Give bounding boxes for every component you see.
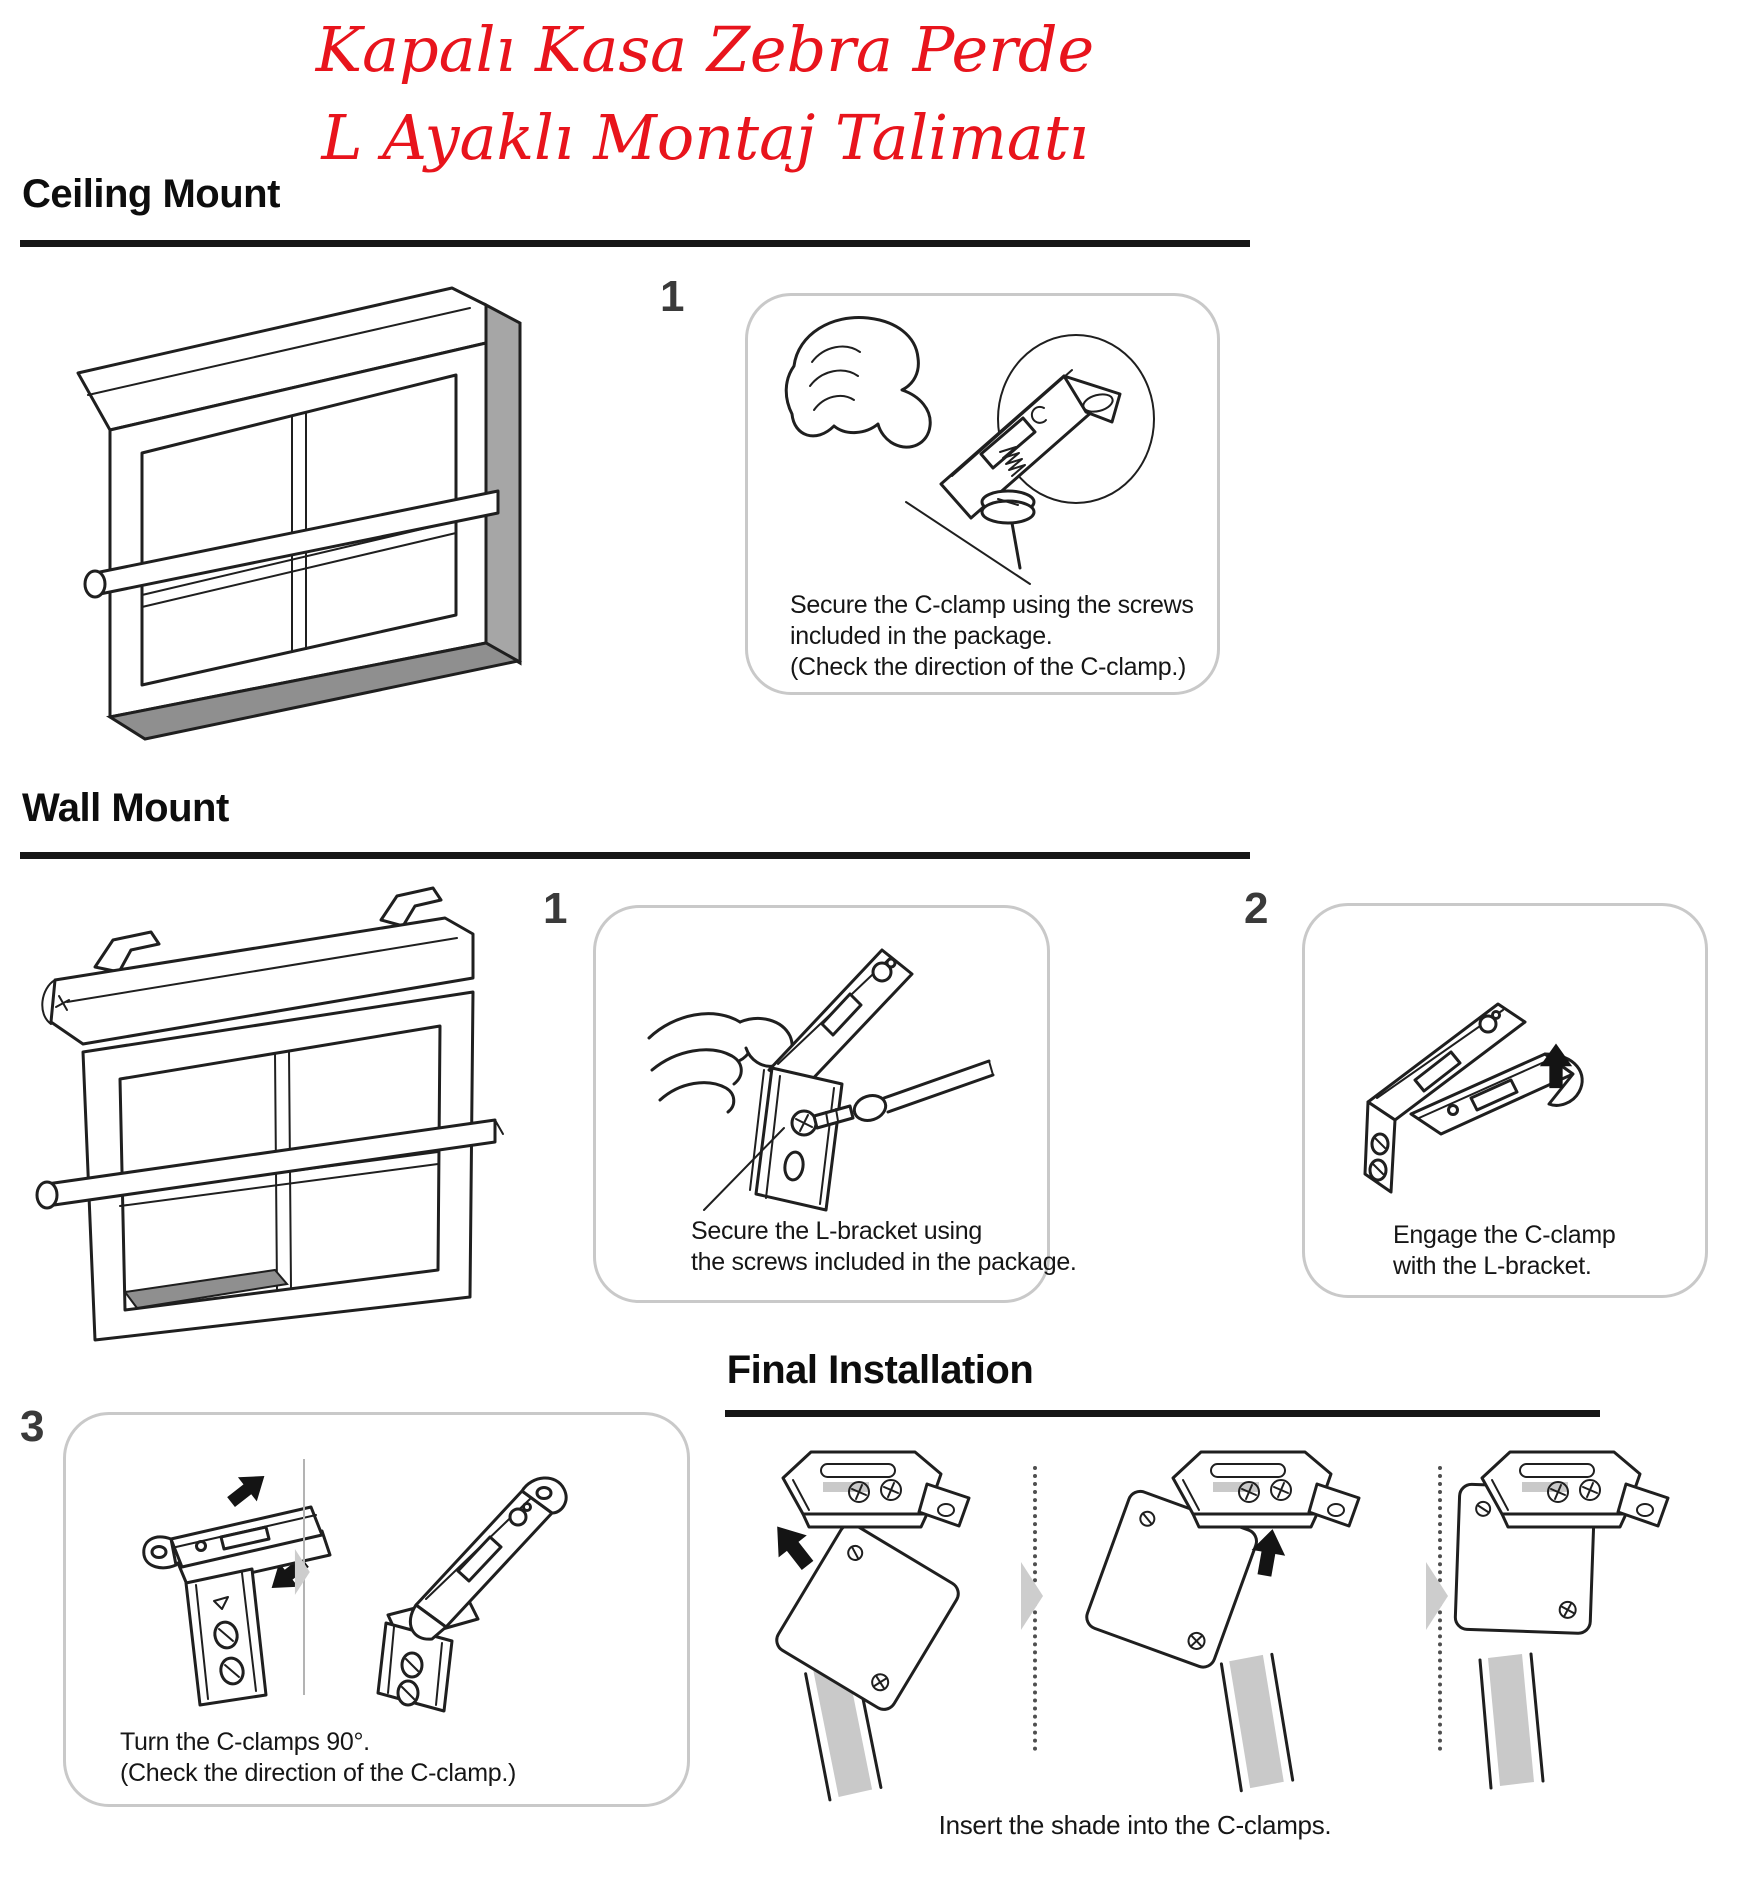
section-rule-ceiling — [20, 240, 1250, 247]
insert-shade-stage1-illustration — [655, 1438, 1035, 1798]
final-caption: Insert the shade into the C-clamps. — [938, 1810, 1332, 1840]
rotate-arrow-icon — [222, 1464, 274, 1514]
turn-c-clamp-after-illustration — [346, 1455, 576, 1715]
c-clamp-icon — [1482, 1452, 1668, 1527]
wall-return — [486, 305, 520, 663]
caption-line: Engage the C-clamp — [1393, 1221, 1616, 1249]
wall-window-illustration — [25, 872, 570, 1352]
caption-line: included in the package. — [790, 622, 1053, 650]
secure-c-clamp-illustration — [776, 304, 1186, 589]
caption-line: (Check the direction of the C-clamp.) — [120, 1759, 517, 1787]
wall-step1-box — [593, 905, 1077, 1303]
next-chevron-icon — [1426, 1562, 1448, 1630]
ceiling-step1-caption — [790, 590, 1194, 683]
hand-icon — [786, 317, 930, 447]
insert-shade-stage3-illustration — [1452, 1438, 1752, 1793]
ceiling-step1-number: 1 — [660, 272, 685, 321]
next-chevron-icon — [294, 1549, 314, 1605]
final-step3-number: 3 — [20, 1402, 45, 1451]
caption-line: Turn the C-clamps 90°. — [120, 1728, 370, 1756]
page-title — [185, 6, 1225, 182]
c-clamp-icon — [1173, 1452, 1359, 1527]
section-heading-ceiling: Ceiling Mount — [22, 172, 280, 216]
wall-step2-box — [1302, 903, 1708, 1298]
insert-shade-stage2-illustration — [1085, 1438, 1375, 1793]
shade-fabric — [1480, 1654, 1543, 1788]
caption-line: (Check the direction of the C-clamp.) — [790, 653, 1187, 681]
wall-step1-caption — [691, 1216, 1077, 1278]
section-heading-wall: Wall Mount — [22, 786, 229, 830]
section-rule-final — [725, 1410, 1600, 1417]
wall-step2-caption — [1393, 1220, 1616, 1282]
l-bracket-icon — [750, 950, 912, 1210]
shade-fabric — [1221, 1653, 1293, 1791]
screwdriver-icon — [851, 1061, 993, 1124]
next-chevron-icon — [1021, 1562, 1043, 1630]
secure-l-bracket-illustration — [644, 918, 1004, 1218]
caption-line: the screws included in the package. — [691, 1248, 1077, 1276]
c-clamp-rotated-icon — [410, 1478, 566, 1639]
engage-c-clamp-illustration — [1353, 962, 1663, 1202]
caption-line: Secure the L-bracket using — [691, 1217, 982, 1245]
section-heading-final: Final Installation — [726, 1348, 1034, 1392]
c-clamp-icon — [783, 1452, 969, 1527]
turn-c-clamp-before-illustration — [126, 1455, 356, 1705]
wall-step1-number: 1 — [543, 884, 568, 933]
wall-step2-number: 2 — [1244, 884, 1269, 933]
final-step3-caption — [120, 1727, 516, 1789]
page-title-line2: L Ayaklı Montaj Talimatı — [321, 101, 1089, 174]
ceiling-step1-box — [745, 293, 1220, 695]
final-step3-box — [63, 1412, 690, 1807]
ceiling-window-illustration — [50, 255, 555, 755]
caption-line: with the L-bracket. — [1393, 1252, 1592, 1280]
page-title-line1: Kapalı Kasa Zebra Perde — [315, 13, 1095, 86]
section-rule-wall — [20, 852, 1250, 859]
caption-line: Secure the C-clamp using the screws — [790, 591, 1194, 619]
